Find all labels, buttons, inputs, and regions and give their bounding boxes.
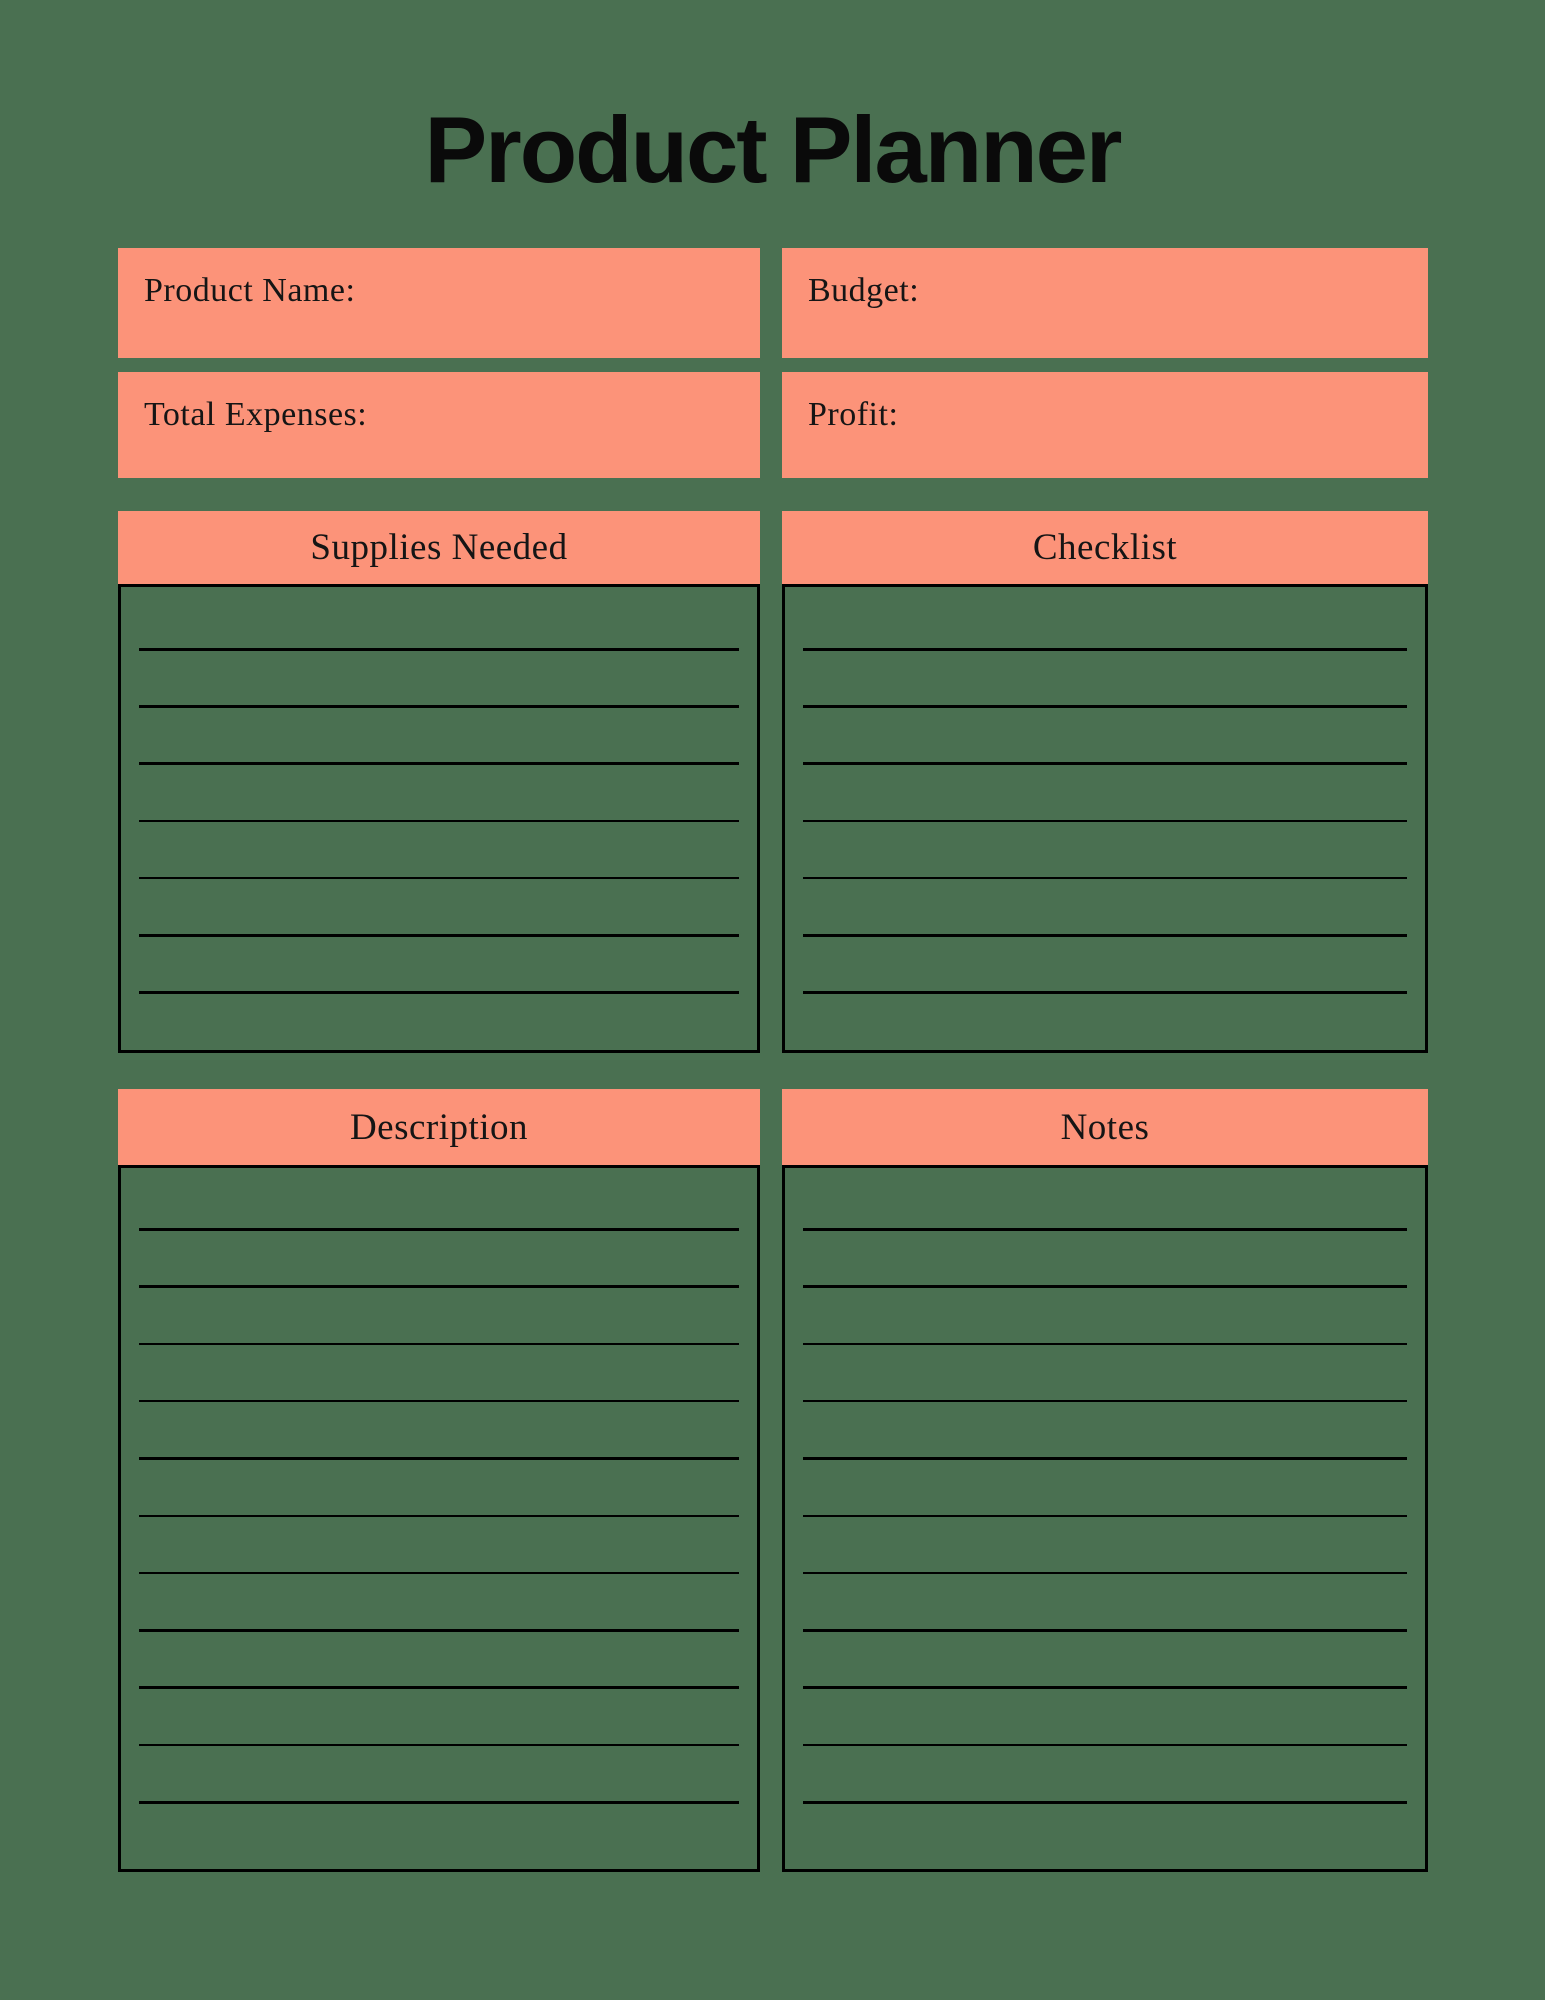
field-profit[interactable] xyxy=(782,372,1428,478)
ruled-line xyxy=(139,1457,739,1460)
ruled-line xyxy=(803,1400,1407,1403)
section-header-notes xyxy=(782,1089,1428,1165)
ruled-line xyxy=(803,1801,1407,1804)
ruled-line xyxy=(139,1228,739,1231)
section-title-supplies-needed: Supplies Needed xyxy=(310,527,568,568)
ruled-line xyxy=(139,934,739,937)
ruled-line xyxy=(139,1400,739,1403)
field-profit-label: Profit: xyxy=(808,396,899,433)
ruled-line xyxy=(139,1285,739,1288)
ruled-line xyxy=(803,1572,1407,1575)
field-budget[interactable] xyxy=(782,248,1428,358)
ruled-line xyxy=(803,762,1407,765)
section-header-checklist xyxy=(782,511,1428,584)
field-budget-label: Budget: xyxy=(808,272,920,309)
field-product-name-label: Product Name: xyxy=(144,272,356,309)
ruled-line xyxy=(803,1629,1407,1632)
ruled-line xyxy=(139,705,739,708)
checklist-lines-area[interactable] xyxy=(782,584,1428,1053)
ruled-line xyxy=(803,934,1407,937)
ruled-line xyxy=(139,1343,739,1346)
ruled-line xyxy=(139,762,739,765)
section-header-description xyxy=(118,1089,760,1165)
field-total-expenses-label: Total Expenses: xyxy=(144,396,368,433)
ruled-line xyxy=(139,820,739,823)
ruled-line xyxy=(803,648,1407,651)
ruled-line xyxy=(139,1572,739,1575)
ruled-line xyxy=(803,1686,1407,1689)
ruled-line xyxy=(803,705,1407,708)
ruled-line xyxy=(803,1228,1407,1231)
ruled-line xyxy=(139,991,739,994)
ruled-line xyxy=(139,1686,739,1689)
ruled-line xyxy=(803,1515,1407,1518)
section-title-checklist: Checklist xyxy=(1032,527,1178,568)
supplies-needed-lines-area[interactable] xyxy=(118,584,760,1053)
field-total-expenses[interactable] xyxy=(118,372,760,478)
ruled-line xyxy=(803,1457,1407,1460)
ruled-line xyxy=(139,1744,739,1747)
section-header-supplies-needed xyxy=(118,511,760,584)
ruled-line xyxy=(803,820,1407,823)
notes-lines-area[interactable] xyxy=(782,1165,1428,1872)
ruled-line xyxy=(139,648,739,651)
ruled-line xyxy=(139,1801,739,1804)
ruled-line xyxy=(803,1285,1407,1288)
page-title: Product Planner xyxy=(424,97,1121,202)
ruled-line xyxy=(139,877,739,880)
section-title-notes: Notes xyxy=(1060,1106,1150,1148)
ruled-line xyxy=(139,1515,739,1518)
section-title-description: Description xyxy=(349,1106,529,1148)
field-product-name[interactable] xyxy=(118,248,760,358)
ruled-line xyxy=(803,877,1407,880)
ruled-line xyxy=(139,1629,739,1632)
ruled-line xyxy=(803,991,1407,994)
ruled-line xyxy=(803,1343,1407,1346)
description-lines-area[interactable] xyxy=(118,1165,760,1872)
ruled-line xyxy=(803,1744,1407,1747)
